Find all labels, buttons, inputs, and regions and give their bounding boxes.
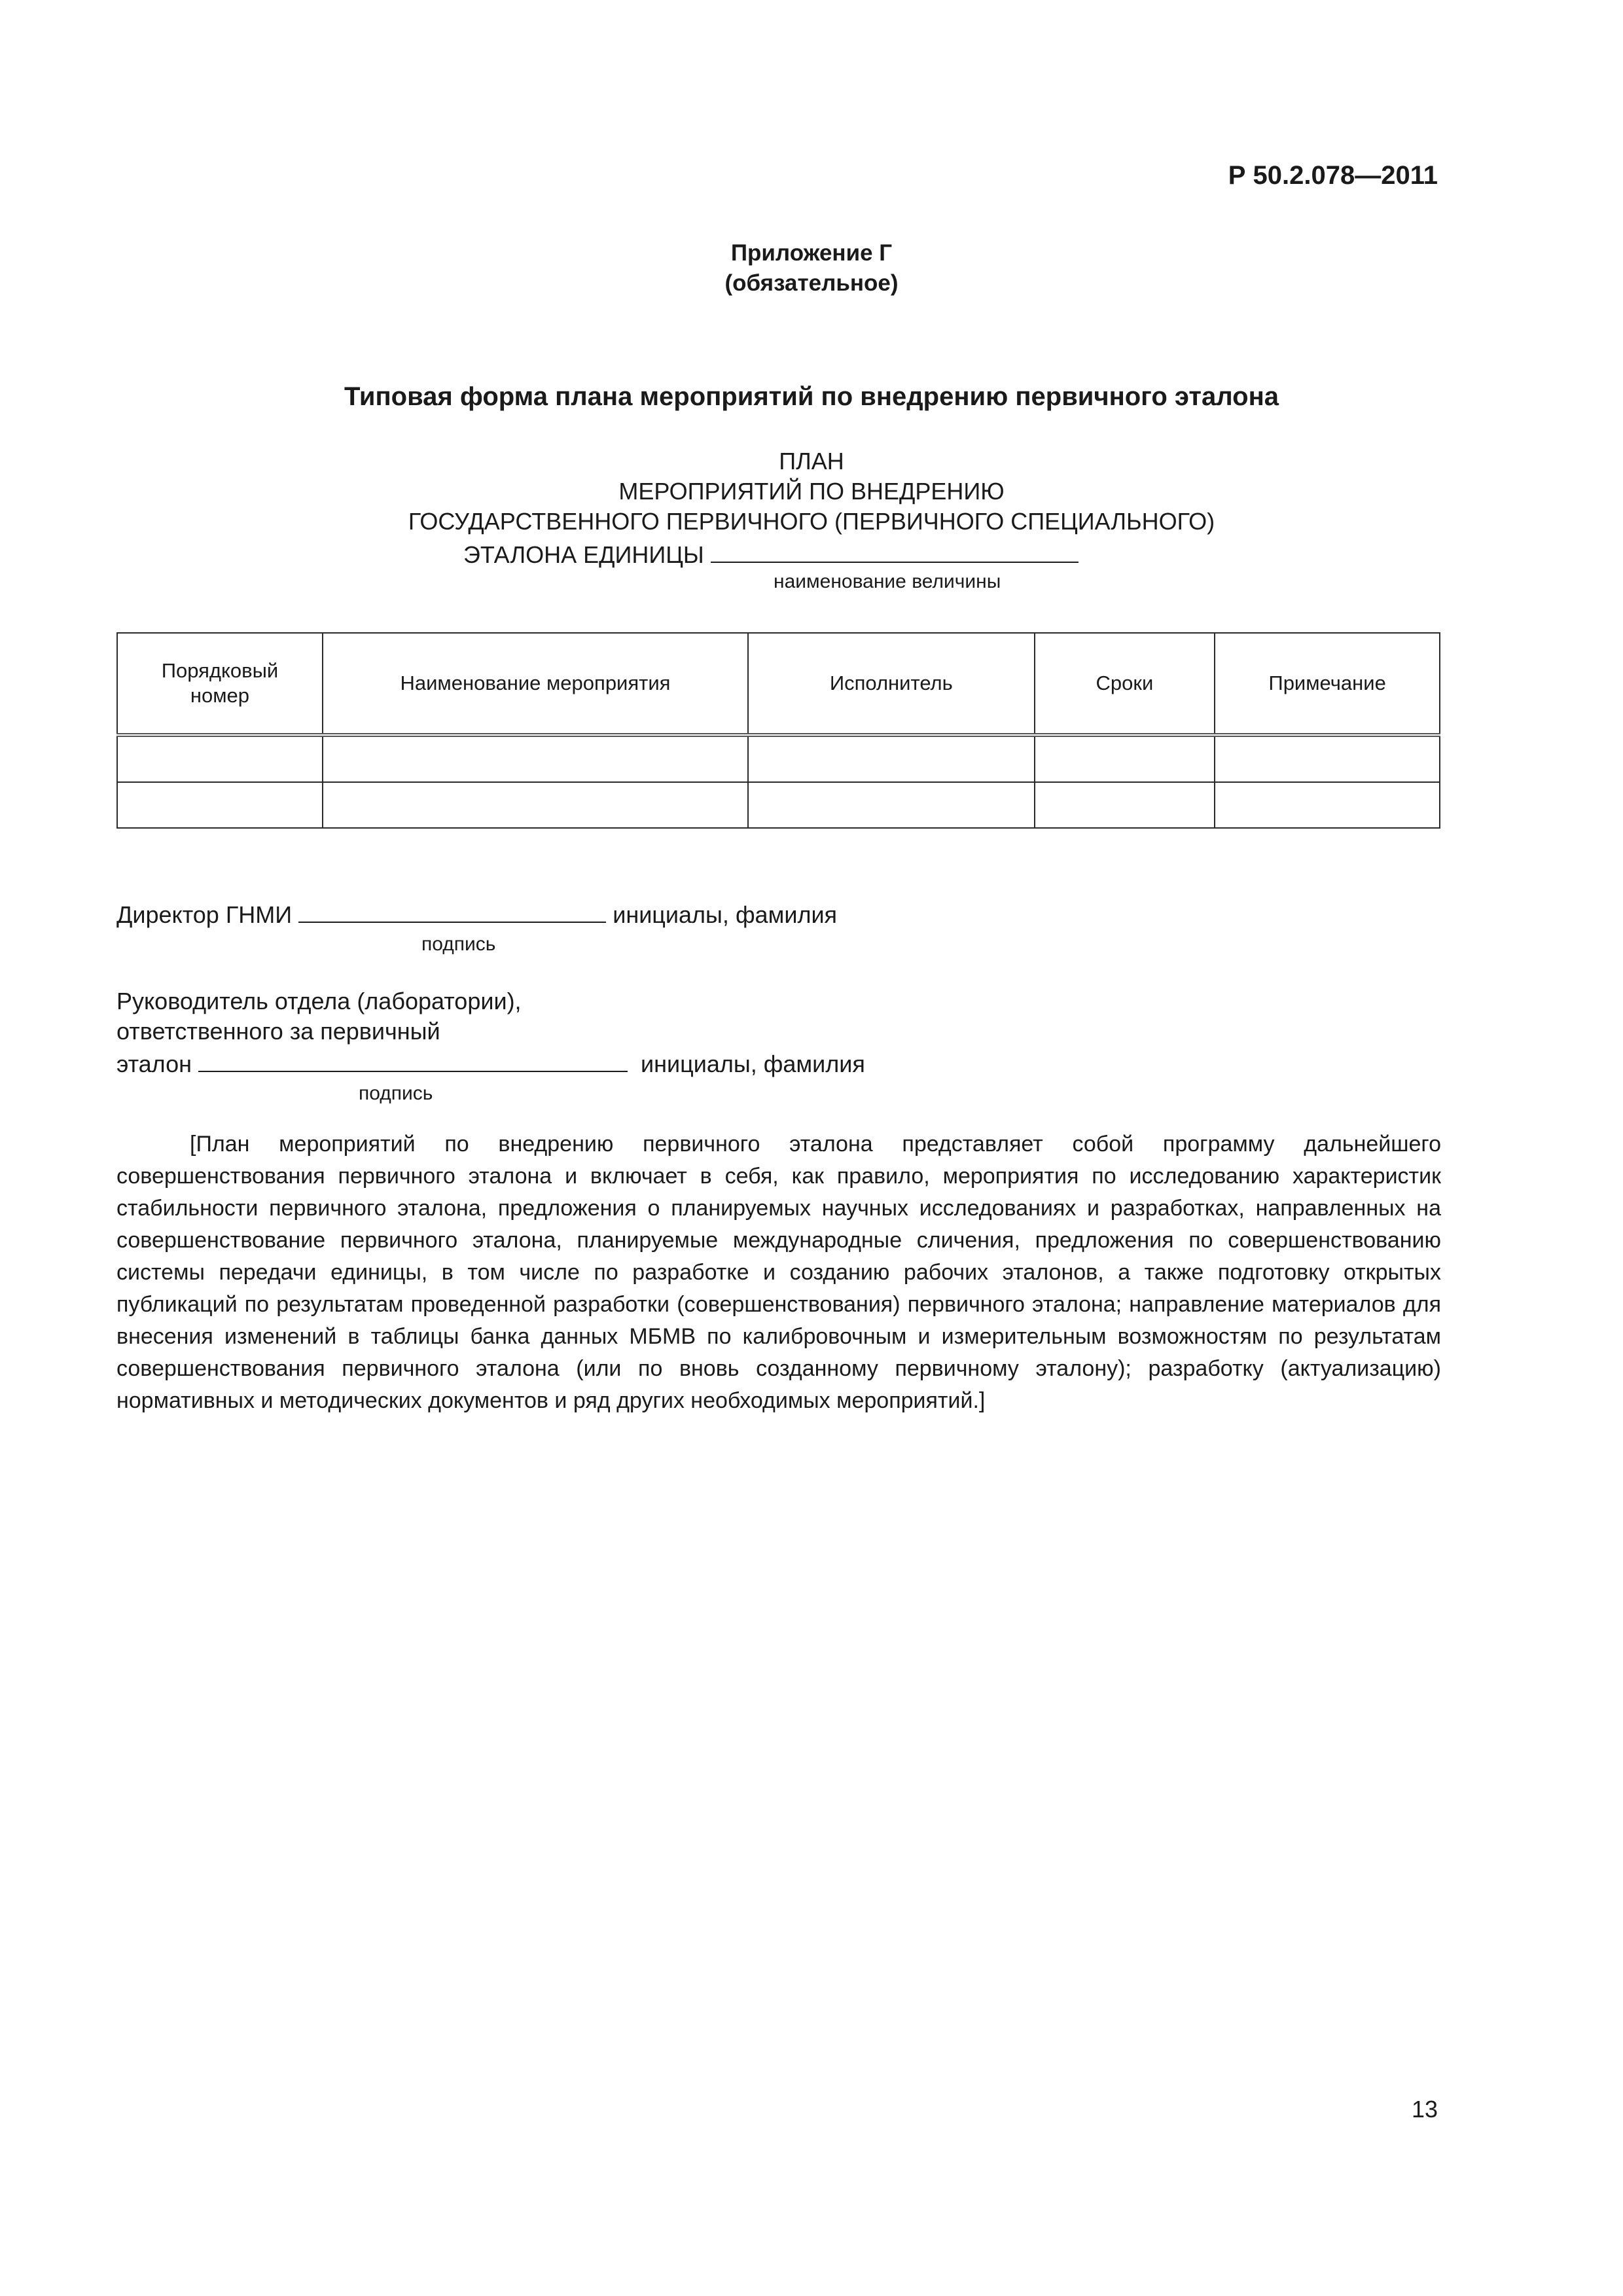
plan-table — [116, 632, 1440, 829]
head-signature-line — [116, 1046, 865, 1080]
head-label-line-1: Руководитель отдела (лаборатории), — [116, 988, 522, 1014]
director-signature-line — [116, 897, 837, 931]
explanatory-paragraph: [План мероприятий по внедрению первичного эталона представляет собой программу дальнейшего совершенствования первичного эталона и включает в себя, как правило, мероприятия по исследованию характеристик стабильности первичного эталона, предложения о планируемых научных исследованиях и разработках, направленных на совершенствование первичного эталона, планируемые международные сличения, предложения по совершенствованию системы передачи единицы, в том числе по разработке и созданию рабочих эталонов, а также подготовку открытых публикаций по результатам проведенной разработки (совершенствования) первичного эталона; направление материалов для внесения изменений в таблицы банка данных МБМВ по калибровочным и измерительным возможностям по результатам совершенствования первичного эталона (или по вновь созданному первичному эталону); разработку (актуализацию) нормативных и методических документов и ряд других необходимых мероприятий.] — [116, 1132, 1441, 1413]
plan-heading: ПЛАН — [779, 448, 844, 475]
appendix-title: Приложение Г — [730, 240, 893, 266]
table-cell[interactable] — [1215, 782, 1440, 828]
table-cell[interactable] — [323, 782, 748, 828]
director-initials-label: инициалы, фамилия — [613, 901, 838, 928]
table-row — [117, 782, 1440, 828]
table-cell[interactable] — [323, 735, 748, 782]
table-header-row — [117, 633, 1440, 735]
column-header-note: Примечание — [1215, 633, 1440, 735]
column-header-number: Порядковый номер — [117, 633, 323, 735]
column-header-executor: Исполнитель — [748, 633, 1035, 735]
table-cell[interactable] — [117, 735, 323, 782]
form-title: Типовая форма плана мероприятий по внедрению первичного эталона — [344, 382, 1279, 411]
plan-unit-label: ЭТАЛОНА ЕДИНИЦЫ — [463, 541, 704, 568]
plan-subheading-2: ГОСУДАРСТВЕННОГО ПЕРВИЧНОГО (ПЕРВИЧНОГО СПЕЦИАЛЬНОГО) — [408, 508, 1215, 535]
table-cell[interactable] — [1215, 735, 1440, 782]
table-cell[interactable] — [748, 735, 1035, 782]
plan-subheading-1: МЕРОПРИЯТИЙ ПО ВНЕДРЕНИЮ — [618, 478, 1005, 505]
table-cell[interactable] — [117, 782, 323, 828]
head-label-line-3: эталон — [116, 1050, 192, 1077]
column-header-deadline: Сроки — [1035, 633, 1215, 735]
appendix-status: (обязательное) — [724, 270, 899, 296]
table-cell[interactable] — [1035, 782, 1215, 828]
head-label-line-2: ответственного за первичный — [116, 1018, 440, 1045]
plan-unit-line — [463, 537, 1079, 570]
table-cell[interactable] — [1035, 735, 1215, 782]
head-signature-caption: подпись — [359, 1083, 433, 1104]
director-signature-caption: подпись — [421, 933, 496, 955]
head-initials-label: инициалы, фамилия — [641, 1050, 865, 1077]
director-signature-field[interactable] — [298, 897, 606, 923]
table-row — [117, 735, 1440, 782]
page-number: 13 — [1411, 2096, 1438, 2123]
quantity-name-caption: наименование величины — [774, 571, 1001, 592]
head-signature-field[interactable] — [198, 1046, 628, 1072]
director-label: Директор ГНМИ — [116, 901, 293, 928]
quantity-name-field[interactable] — [711, 537, 1079, 563]
table-cell[interactable] — [748, 782, 1035, 828]
column-header-activity: Наименование мероприятия — [323, 633, 748, 735]
document-code: Р 50.2.078—2011 — [1228, 161, 1438, 190]
